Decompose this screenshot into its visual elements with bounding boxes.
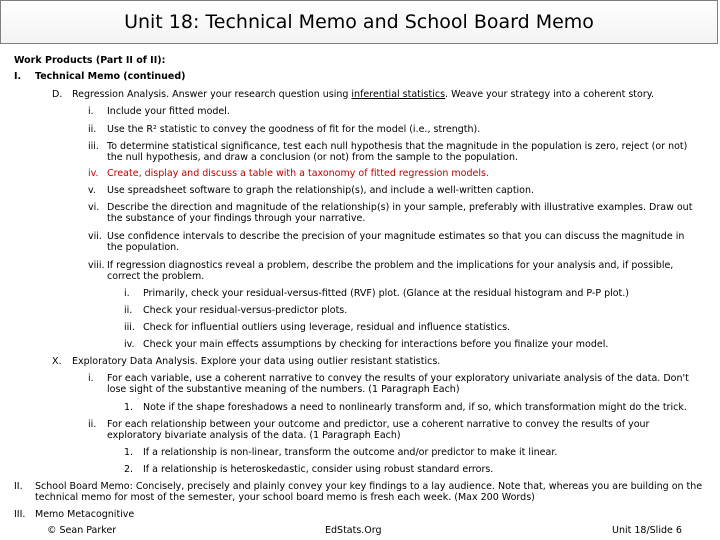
part-2-text: School Board Memo: Concisely, precisely and plainly convey your key findings to a lay audience. Note that, whereas you are building on the technical memo for most of the semester, your school board memo is fresh each week. (Max 200 Words) bbox=[35, 481, 703, 503]
x-item-text: For each variable, use a coherent narrative to convey the results of your exploratory univariate analysis of the data. Don't lose sight of the substantive meaning of the numbers. (1 Paragraph Each) bbox=[107, 373, 689, 395]
section-x-text: Exploratory Data Analysis. Explore your data using outlier resistant statistics. bbox=[72, 356, 441, 367]
d-item-text: If regression diagnostics reveal a problem, describe the problem and the implications for your analysis and, if possible, correct the problem. bbox=[107, 260, 674, 282]
d-item-num: vii. bbox=[88, 231, 102, 242]
x-item-text: For each relationship between your outcome and predictor, use a coherent narrative to convey the results of your exploratory bivariate analysis of the data. (1 Paragraph Each) bbox=[107, 419, 650, 441]
d-item-text: To determine statistical significance, test each null hypothesis that the magnitude in the population is zero, reject (or not) the null hypothesis, and draw a conclusion (or not) from the sample to the population. bbox=[107, 141, 688, 163]
x-item-num: i. bbox=[88, 373, 94, 384]
slide-title: Unit 18: Technical Memo and School Board Memo bbox=[0, 0, 718, 44]
part-3-number: III. bbox=[14, 509, 26, 520]
x-item-num: ii. bbox=[88, 419, 97, 430]
d-item-num: iv. bbox=[88, 168, 99, 179]
section-d-pre: Regression Analysis. Answer your research question using bbox=[72, 89, 352, 100]
d-item-text: Use spreadsheet software to graph the relationship(s), and include a well-written caption. bbox=[107, 185, 535, 196]
d-item-num: viii. bbox=[88, 260, 105, 271]
d-item-text: Describe the direction and magnitude of the relationship(s) in your sample, preferably with illustrative examples. Draw out the substance of your findings through your narrative. bbox=[107, 202, 693, 224]
x-sub-num: 1. bbox=[124, 447, 134, 458]
d-item-num: iii. bbox=[88, 141, 99, 152]
d-item-num: v. bbox=[88, 185, 96, 196]
viii-sub-text: Check your residual-versus-predictor plots. bbox=[143, 305, 348, 316]
section-d-text bbox=[72, 89, 654, 100]
x-sub-num: 1. bbox=[124, 402, 134, 413]
work-products-heading: Work Products (Part II of II): bbox=[14, 55, 166, 66]
d-item-num: ii. bbox=[88, 124, 97, 135]
d-item-text: Include your fitted model. bbox=[107, 106, 230, 117]
x-sub-text: Note if the shape foreshadows a need to nonlinearly transform and, if so, which transformation might do the trick. bbox=[143, 402, 687, 413]
viii-sub-text: Check for influential outliers using leverage, residual and influence statistics. bbox=[143, 322, 511, 333]
footer-author: © Sean Parker bbox=[47, 525, 117, 536]
inferential-statistics-link: inferential statistics bbox=[351, 89, 446, 100]
viii-sub-text: Check your main effects assumptions by checking for interactions before you finalize your model. bbox=[143, 339, 609, 350]
viii-sub-num: i. bbox=[124, 288, 130, 299]
part-3-text: Memo Metacognitive bbox=[35, 509, 135, 520]
d-item-num: i. bbox=[88, 106, 94, 117]
d-item-text: Use the R² statistic to convey the goodness of fit for the model (i.e., strength). bbox=[107, 124, 481, 135]
d-item-text-highlight: Create, display and discuss a table with a taxonomy of fitted regression models. bbox=[107, 168, 489, 179]
footer-slide-number: Unit 18/Slide 6 bbox=[612, 525, 682, 536]
section-d-post: . Weave your strategy into a coherent story. bbox=[445, 89, 655, 100]
viii-sub-num: iii. bbox=[124, 322, 135, 333]
d-item-text: Use confidence intervals to describe the precision of your magnitude estimates so that you can discuss the magnitude in the population. bbox=[107, 231, 685, 253]
viii-sub-text: Primarily, check your residual-versus-fitted (RVF) plot. (Glance at the residual histogram and P-P plot.) bbox=[143, 288, 630, 299]
footer-site: EdStats.Org bbox=[325, 525, 382, 536]
x-sub-text: If a relationship is heteroskedastic, consider using robust standard errors. bbox=[143, 464, 494, 475]
x-sub-text: If a relationship is non-linear, transform the outcome and/or predictor to make it linear. bbox=[143, 447, 558, 458]
section-d-number: D. bbox=[52, 89, 63, 100]
part-1-label: Technical Memo (continued) bbox=[35, 71, 186, 82]
viii-sub-num: ii. bbox=[124, 305, 133, 316]
part-2-number: II. bbox=[14, 481, 23, 492]
x-sub-num: 2. bbox=[124, 464, 134, 475]
section-x-number: X. bbox=[52, 356, 62, 367]
viii-sub-num: iv. bbox=[124, 339, 135, 350]
part-1-number: I. bbox=[14, 71, 22, 82]
d-item-num: vi. bbox=[88, 202, 100, 213]
